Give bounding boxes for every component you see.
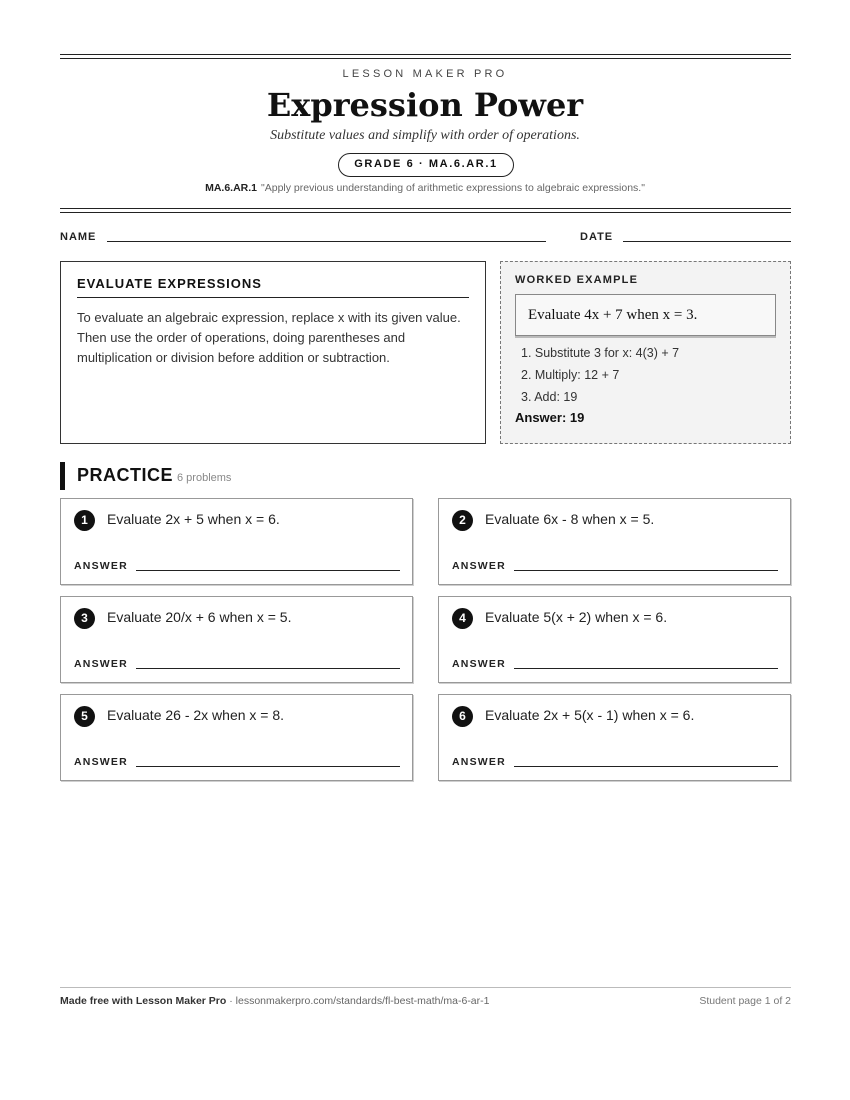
problem-prompt: Evaluate 5(x + 2) when x = 6. xyxy=(485,609,668,625)
answer-label: ANSWER xyxy=(452,756,506,768)
worked-example-prompt: Evaluate 4x + 7 when x = 3. xyxy=(515,294,776,336)
problem-number-badge: 2 xyxy=(452,510,473,531)
grade-badge: GRADE 6 · MA.6.AR.1 xyxy=(338,153,514,177)
page-subtitle: Substitute values and simplify with order of operations. xyxy=(270,128,580,143)
answer-line[interactable] xyxy=(136,570,400,571)
instructions-heading: EVALUATE EXPRESSIONS xyxy=(77,276,469,298)
worked-example-answer: Answer: 19 xyxy=(515,410,585,425)
answer-line[interactable] xyxy=(514,668,778,669)
problem-number-badge: 6 xyxy=(452,706,473,727)
problem-card-6 xyxy=(438,694,791,781)
worked-example-heading: WORKED EXAMPLE xyxy=(515,274,639,286)
footer-made-with: Made free with Lesson Maker Pro xyxy=(60,995,227,1007)
answer-line[interactable] xyxy=(514,766,778,767)
header-bottom-double-rule xyxy=(60,208,791,213)
worked-example-step: 2. Multiply: 12 + 7 xyxy=(521,368,620,382)
answer-label: ANSWER xyxy=(74,756,128,768)
answer-label: ANSWER xyxy=(452,560,506,572)
practice-title: PRACTICE xyxy=(77,465,174,485)
standard-code: MA.6.AR.1 xyxy=(205,182,258,194)
problem-prompt: Evaluate 6x - 8 when x = 5. xyxy=(485,511,655,527)
problem-card-4 xyxy=(438,596,791,683)
top-double-rule xyxy=(60,54,791,59)
instructions-text: To evaluate an algebraic expression, replace x with its given value. Then use the order of operations, doing parentheses and multiplication or division before addition or subtraction. xyxy=(77,310,461,365)
answer-label: ANSWER xyxy=(74,560,128,572)
problem-card-1 xyxy=(60,498,413,585)
problem-card-2 xyxy=(438,498,791,585)
problem-card-3 xyxy=(60,596,413,683)
answer-line[interactable] xyxy=(514,570,778,571)
problem-number-badge: 4 xyxy=(452,608,473,629)
instructions-box xyxy=(60,261,486,444)
worked-example-steps xyxy=(515,342,776,408)
problem-prompt: Evaluate 26 - 2x when x = 8. xyxy=(107,707,285,723)
footer-url[interactable]: · lessonmakerpro.com/standards/fl-best-math/ma-6-ar-1 xyxy=(226,995,490,1007)
footer-rule xyxy=(60,987,791,988)
footer-page-number: Student page 1 of 2 xyxy=(699,995,791,1007)
standard-line xyxy=(0,182,850,194)
name-line[interactable] xyxy=(107,241,546,242)
date-label: DATE xyxy=(580,231,614,243)
answer-line[interactable] xyxy=(136,766,400,767)
worked-example-step: 1. Substitute 3 for x: 4(3) + 7 xyxy=(521,346,680,360)
problem-prompt: Evaluate 2x + 5(x - 1) when x = 6. xyxy=(485,707,695,723)
footer-credit xyxy=(60,995,489,1007)
practice-accent-bar xyxy=(60,462,65,490)
page-title: Expression Power xyxy=(266,86,584,124)
date-line[interactable] xyxy=(623,241,791,242)
problem-prompt: Evaluate 20/x + 6 when x = 5. xyxy=(107,609,292,625)
name-label: NAME xyxy=(60,231,97,243)
answer-label: ANSWER xyxy=(452,658,506,670)
practice-count: 6 problems xyxy=(177,472,232,484)
problem-number-badge: 3 xyxy=(74,608,95,629)
problem-number-badge: 1 xyxy=(74,510,95,531)
worked-example-box xyxy=(500,261,791,444)
answer-label: ANSWER xyxy=(74,658,128,670)
worked-example-step: 3. Add: 19 xyxy=(521,390,578,404)
answer-line[interactable] xyxy=(136,668,400,669)
problem-card-5 xyxy=(60,694,413,781)
problem-prompt: Evaluate 2x + 5 when x = 6. xyxy=(107,511,280,527)
brand-label: LESSON MAKER PRO xyxy=(342,68,508,80)
standard-text: "Apply previous understanding of arithmetic expressions to algebraic expressions." xyxy=(261,182,645,194)
problem-number-badge: 5 xyxy=(74,706,95,727)
